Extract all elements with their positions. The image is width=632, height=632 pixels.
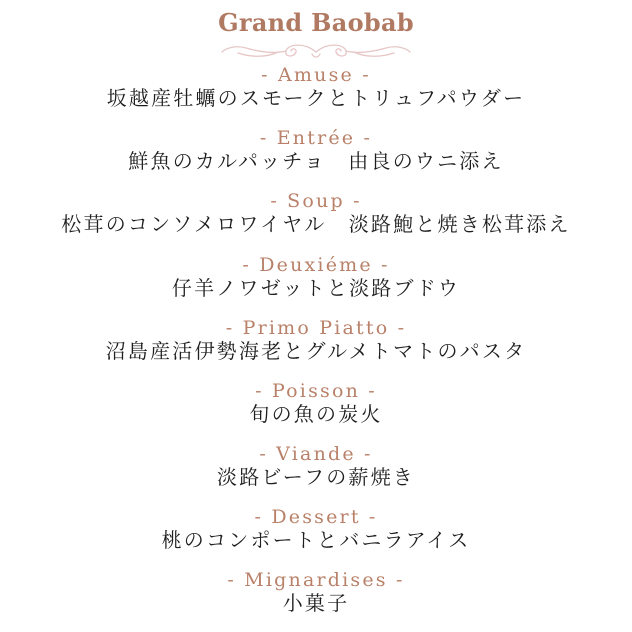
course-poisson — [0, 380, 632, 436]
course-entree — [0, 127, 632, 183]
course-deuxieme — [0, 254, 632, 310]
course-amuse — [0, 64, 632, 120]
course-soup — [0, 190, 632, 246]
course-dish: 桃のコンポートとバニラアイス — [161, 528, 471, 552]
course-label: - Primo Piatto - — [225, 317, 407, 339]
course-primo-piatto — [0, 317, 632, 373]
restaurant-title: Grand Baobab — [218, 8, 414, 37]
flourish-ornament-icon — [216, 40, 416, 62]
course-viande — [0, 443, 632, 499]
course-dish: 沼島産活伊勢海老とグルメトマトのパスタ — [105, 339, 527, 363]
course-dish: 坂越産牡蠣のスモークとトリュフパウダー — [106, 86, 526, 110]
course-dish: 松茸のコンソメロワイヤル 淡路鮑と焼き松茸添え — [61, 212, 571, 236]
course-dish: 小菓子 — [282, 591, 350, 615]
course-mignardises — [0, 569, 632, 625]
course-dish: 仔羊ノワゼットと淡路ブドウ — [171, 276, 461, 300]
course-dish: 鮮魚のカルパッチョ 由良のウニ添え — [128, 149, 504, 173]
course-dish: 淡路ビーフの薪焼き — [217, 465, 415, 489]
course-label: - Poisson - — [255, 380, 377, 402]
course-label: - Amuse - — [261, 64, 371, 86]
course-dish: 旬の魚の炭火 — [249, 402, 383, 426]
course-label: - Entrée - — [259, 127, 373, 149]
course-label: - Soup - — [270, 190, 362, 212]
course-label: - Mignardises - — [227, 569, 405, 591]
course-dessert — [0, 506, 632, 562]
course-label: - Dessert - — [254, 506, 378, 528]
course-label: - Deuxiéme - — [242, 254, 390, 276]
course-label: - Viande - — [259, 443, 373, 465]
